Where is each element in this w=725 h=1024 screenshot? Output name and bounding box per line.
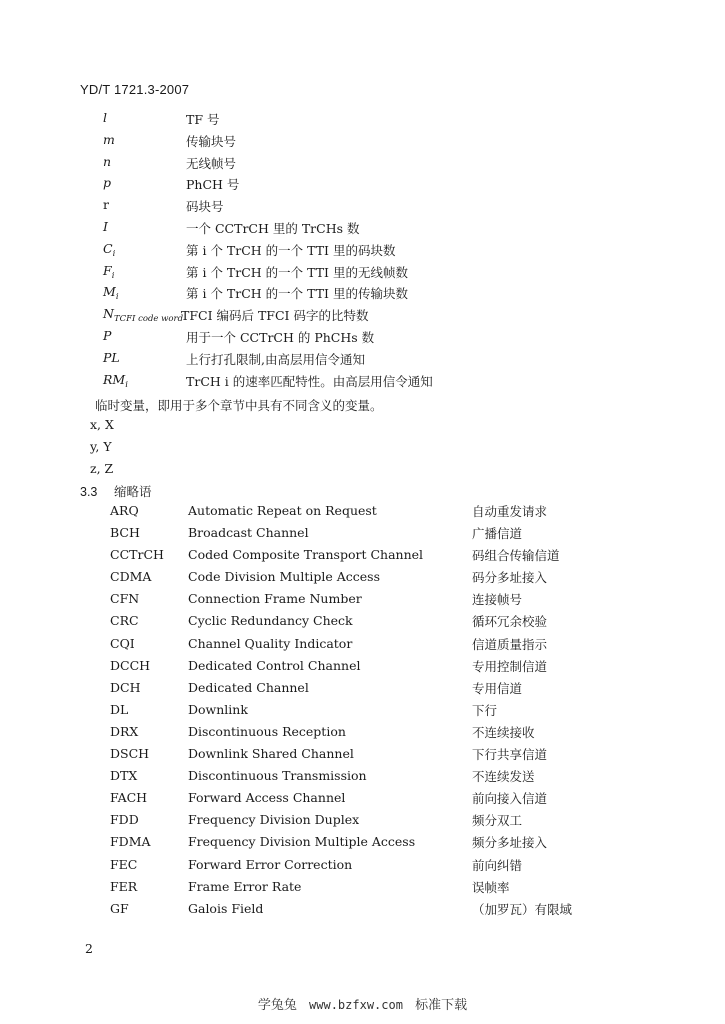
abbreviation-chinese: 前向纠错 xyxy=(472,857,523,873)
abbreviation: FDD xyxy=(110,812,139,828)
temp-variable: x, X xyxy=(90,417,114,432)
abbreviation-english: Channel Quality Indicator xyxy=(188,635,353,651)
symbol-definition: 无线帧号 xyxy=(186,155,237,171)
abbreviation-english: Connection Frame Number xyxy=(188,591,362,607)
symbol-definition: 第 i 个 TrCH 的一个 TTI 里的传输块数 xyxy=(186,286,408,302)
abbreviation-chinese: 专用信道 xyxy=(472,680,523,696)
abbreviation-chinese: 专用控制信道 xyxy=(472,658,548,674)
abbreviation-chinese: （加罗瓦）有限域 xyxy=(472,901,573,917)
symbol-definition: 码块号 xyxy=(186,199,224,215)
abbreviation-chinese: 不连续接收 xyxy=(472,724,535,740)
abbreviation-english: Dedicated Control Channel xyxy=(188,657,361,673)
temp-variable: y, Y xyxy=(90,439,112,454)
abbreviation-english: Forward Error Correction xyxy=(188,856,353,872)
section-heading xyxy=(80,482,152,500)
symbol-letter: m xyxy=(103,131,115,147)
symbol-letter: l xyxy=(103,110,107,125)
symbol xyxy=(103,110,107,125)
symbol-row xyxy=(0,261,725,283)
symbol xyxy=(103,350,120,365)
abbreviation: CRC xyxy=(110,613,139,629)
abbreviation: CDMA xyxy=(110,569,152,585)
symbol-list xyxy=(0,108,725,391)
symbol-definition: 上行打孔限制,由高层用信令通知 xyxy=(186,351,365,367)
abbreviation-row xyxy=(0,809,725,831)
watermark-label: 标准下载 xyxy=(415,998,468,1013)
symbol-definition: 第 i 个 TrCH 的一个 TTI 里的无线帧数 xyxy=(186,264,408,280)
symbol xyxy=(103,328,111,343)
abbreviation-english: Frame Error Rate xyxy=(188,878,302,894)
symbol-letter: PL xyxy=(103,349,120,365)
abbreviation-row xyxy=(0,588,725,610)
abbreviation-english: Discontinuous Transmission xyxy=(188,768,367,784)
abbreviation: FACH xyxy=(110,790,148,806)
abbreviation-english: Galois Field xyxy=(188,900,264,916)
symbol-row xyxy=(0,326,725,348)
symbols-note: 临时变量，即用于多个章节中具有不同含义的变量。 xyxy=(95,398,383,413)
abbreviation-chinese: 码分多址接入 xyxy=(472,570,548,586)
symbol-definition: 传输块号 xyxy=(186,133,237,149)
abbreviation-chinese: 不连续发送 xyxy=(472,769,535,785)
symbol xyxy=(103,306,183,324)
section-title: 缩略语 xyxy=(114,485,152,499)
symbol-definition: PhCH 号 xyxy=(186,177,240,193)
abbreviation-row xyxy=(0,699,725,721)
abbreviation: DCH xyxy=(110,679,141,695)
abbreviation-row xyxy=(0,787,725,809)
symbol xyxy=(103,372,128,390)
abbreviation: ARQ xyxy=(110,503,139,518)
watermark xyxy=(0,994,725,1013)
abbreviation-chinese: 频分多址接入 xyxy=(472,835,548,851)
abbreviation: FDMA xyxy=(110,834,151,850)
abbreviation: DL xyxy=(110,701,129,717)
symbol-letter: C xyxy=(103,240,113,256)
symbol-row xyxy=(0,239,725,261)
abbreviation-english: Cyclic Redundancy Check xyxy=(188,613,353,629)
symbol-definition: TF 号 xyxy=(186,112,220,127)
abbreviation-chinese: 自动重发请求 xyxy=(472,504,548,519)
abbreviation-chinese: 下行 xyxy=(472,702,498,718)
abbreviation-row xyxy=(0,876,725,898)
symbol xyxy=(103,132,115,147)
abbreviation-chinese: 下行共享信道 xyxy=(472,747,548,763)
symbol-definition: 用于一个 CCTrCH 的 PhCHs 数 xyxy=(186,329,375,345)
abbreviation: CFN xyxy=(110,591,140,607)
abbreviation-row xyxy=(0,743,725,765)
symbol-letter: n xyxy=(103,153,112,169)
abbreviation-row xyxy=(0,765,725,787)
abbreviation-english: Discontinuous Reception xyxy=(188,723,346,739)
symbol-row xyxy=(0,304,725,326)
abbreviation: FER xyxy=(110,878,138,894)
abbreviation-chinese: 广播信道 xyxy=(472,526,523,542)
abbreviation-english: Downlink Shared Channel xyxy=(188,746,354,762)
symbol-letter: I xyxy=(103,218,108,234)
abbreviation-row xyxy=(0,831,725,853)
symbol-definition: TFCI 编码后 TFCI 码字的比特数 xyxy=(181,308,369,324)
symbol xyxy=(103,263,114,281)
symbol-subscript: TCFI code word xyxy=(113,314,184,325)
abbreviation-chinese: 误帧率 xyxy=(472,879,510,895)
abbreviation-row xyxy=(0,633,725,655)
symbol xyxy=(103,284,119,302)
abbreviation-row xyxy=(0,500,725,522)
symbol-definition: 第 i 个 TrCH 的一个 TTI 里的码块数 xyxy=(186,242,396,258)
symbol-definition: TrCH i 的速率匹配特性。由高层用信令通知 xyxy=(186,373,433,389)
abbreviation-english: Downlink xyxy=(188,701,248,717)
symbol xyxy=(103,154,111,169)
abbreviation-english: Frequency Division Duplex xyxy=(188,812,360,828)
abbreviation-row xyxy=(0,854,725,876)
abbreviation-chinese: 连接帧号 xyxy=(472,592,523,608)
abbreviation-row xyxy=(0,898,725,920)
abbreviation: BCH xyxy=(110,525,140,541)
symbol-row xyxy=(0,195,725,217)
symbol-row xyxy=(0,348,725,370)
abbreviation: DSCH xyxy=(110,746,150,762)
symbol xyxy=(103,197,109,212)
symbol-row xyxy=(0,282,725,304)
abbreviation-row xyxy=(0,522,725,544)
abbreviation: DCCH xyxy=(110,657,151,673)
abbreviation-chinese: 循环冗余校验 xyxy=(472,614,548,630)
abbreviation-table xyxy=(0,500,725,920)
abbreviation-english: Forward Access Channel xyxy=(188,790,346,806)
watermark-url: www.bzfxw.com xyxy=(309,998,403,1012)
symbol-row xyxy=(0,217,725,239)
symbol-row xyxy=(0,152,725,174)
abbreviation-english: Broadcast Channel xyxy=(188,525,309,541)
abbreviation-chinese: 前向接入信道 xyxy=(472,791,548,807)
symbol-subscript: i xyxy=(125,379,128,390)
abbreviation-english: Dedicated Channel xyxy=(188,679,309,695)
symbol-letter: N xyxy=(103,306,114,322)
abbreviation-english: Frequency Division Multiple Access xyxy=(188,834,416,850)
abbreviation: GF xyxy=(110,900,129,916)
abbreviation-row xyxy=(0,544,725,566)
watermark-site-name: 学兔兔 xyxy=(257,998,297,1013)
abbreviation-row xyxy=(0,677,725,699)
abbreviation-chinese: 信道质量指示 xyxy=(472,636,548,652)
symbol-subscript: i xyxy=(111,270,115,281)
abbreviation-english: Code Division Multiple Access xyxy=(188,569,380,585)
abbreviation-row xyxy=(0,721,725,743)
abbreviation: DRX xyxy=(110,723,139,739)
abbreviation-chinese: 频分双工 xyxy=(472,813,523,829)
symbol-letter: F xyxy=(103,262,112,278)
symbol-row xyxy=(0,173,725,195)
symbol-letter: p xyxy=(103,175,112,191)
symbol-letter: r xyxy=(103,197,109,213)
symbol-row xyxy=(0,108,725,130)
symbol xyxy=(103,175,111,190)
abbreviation: CQI xyxy=(110,635,135,651)
document-code: YD/T 1721.3-2007 xyxy=(80,82,190,97)
symbol-subscript: i xyxy=(112,248,116,259)
abbreviation: FEC xyxy=(110,856,138,872)
symbol-subscript: i xyxy=(115,292,119,303)
temp-variable: z, Z xyxy=(90,461,114,476)
section-number: 3.3 xyxy=(80,485,98,499)
abbreviation: DTX xyxy=(110,768,138,784)
symbol-row xyxy=(0,130,725,152)
symbol-definition: 一个 CCTrCH 里的 TrCHs 数 xyxy=(186,220,360,236)
abbreviation-row xyxy=(0,566,725,588)
symbol-row xyxy=(0,370,725,392)
abbreviation-row xyxy=(0,610,725,632)
symbol-letter: P xyxy=(103,327,112,343)
abbreviation-row xyxy=(0,655,725,677)
abbreviation: CCTrCH xyxy=(110,547,164,563)
symbol-letter: M xyxy=(103,284,116,300)
symbol-letter: RM xyxy=(103,371,126,387)
abbreviation-english: Automatic Repeat on Request xyxy=(188,503,377,518)
abbreviation-english: Coded Composite Transport Channel xyxy=(188,547,424,563)
abbreviation-chinese: 码组合传输信道 xyxy=(472,548,560,564)
page-number: 2 xyxy=(85,941,93,956)
symbol xyxy=(103,241,115,259)
symbol xyxy=(103,219,108,234)
